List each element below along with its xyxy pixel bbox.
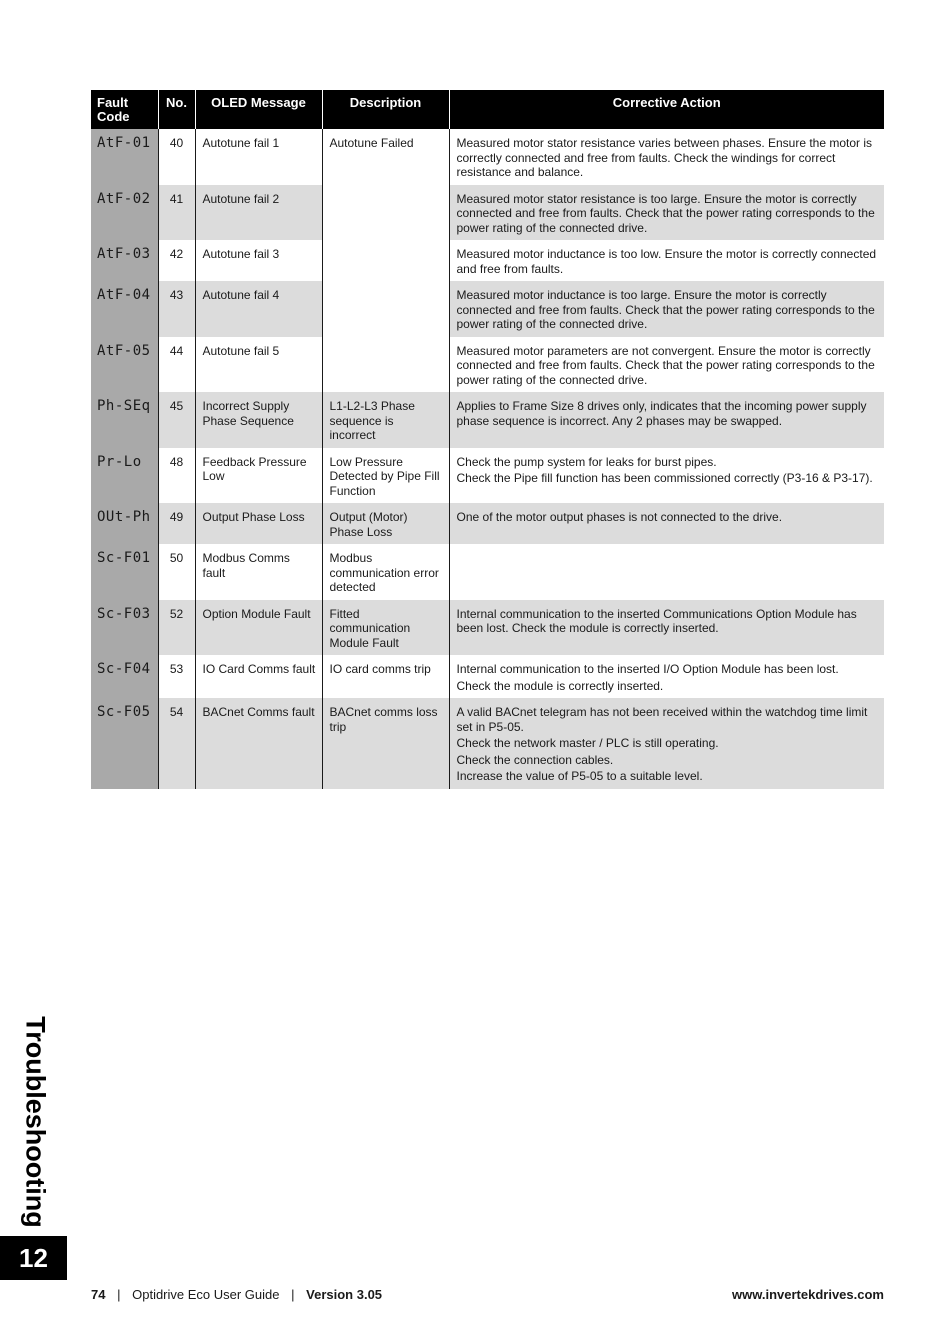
corrective-action-line: Check the network master / PLC is still operating.	[456, 736, 719, 750]
corrective-action	[449, 337, 884, 393]
table-row	[91, 392, 884, 448]
fault-number: 54	[158, 698, 195, 789]
table-row	[91, 600, 884, 656]
table-row	[91, 655, 884, 698]
version-label: Version 3.05	[306, 1287, 383, 1302]
corrective-action	[449, 698, 884, 789]
oled-message: Autotune fail 1	[195, 129, 322, 185]
table-row	[91, 281, 884, 337]
section-title: Troubleshooting	[20, 1016, 51, 1228]
header-oled-message: OLED Message	[195, 90, 322, 129]
fault-number: 48	[158, 448, 195, 504]
corrective-action	[449, 655, 884, 698]
oled-message: Autotune fail 2	[195, 185, 322, 241]
fault-code: Sc-F04	[91, 655, 158, 698]
table-row	[91, 544, 884, 600]
fault-number: 45	[158, 392, 195, 448]
description: Output (Motor) Phase Loss	[322, 503, 449, 544]
corrective-action-line: Increase the value of P5-05 to a suitable level.	[456, 769, 703, 783]
fault-code: AtF-05	[91, 337, 158, 393]
fault-number: 49	[158, 503, 195, 544]
corrective-action-line: Internal communication to the inserted Communications Option Module has been lost. Check the module is correctly inserted.	[456, 606, 857, 635]
corrective-action-line: Applies to Frame Size 8 drives only, indicates that the incoming power supply phase sequence is incorrect. Any 2 phases may be swapped.	[456, 399, 867, 428]
website-link[interactable]: www.invertekdrives.com	[732, 1287, 884, 1302]
table-row	[91, 129, 884, 185]
fault-code: Sc-F01	[91, 544, 158, 600]
corrective-action	[449, 185, 884, 241]
fault-number: 52	[158, 600, 195, 656]
corrective-action	[449, 392, 884, 448]
corrective-action-line: Check the connection cables.	[456, 752, 614, 767]
description: Fitted communication Module Fault	[322, 600, 449, 656]
table-row	[91, 337, 884, 393]
corrective-action-line: Measured motor inductance is too large. Ensure the motor is correctly connected and free from faults. Check that the power rating corresponds to the power rating of the connected drive.	[456, 288, 875, 331]
oled-message: BACnet Comms fault	[195, 698, 322, 789]
fault-number: 44	[158, 337, 195, 393]
corrective-action-line: A valid BACnet telegram has not been received within the watchdog time limit set in P5-05.	[456, 705, 868, 734]
fault-code: Sc-F05	[91, 698, 158, 789]
fault-code: OUt-Ph	[91, 503, 158, 544]
corrective-action	[449, 281, 884, 337]
oled-message: Incorrect Supply Phase Sequence	[195, 392, 322, 448]
description: IO card comms trip	[322, 655, 449, 698]
fault-code: Ph-SEq	[91, 392, 158, 448]
fault-number: 41	[158, 185, 195, 241]
header-corrective-action: Corrective Action	[449, 90, 884, 129]
oled-message: IO Card Comms fault	[195, 655, 322, 698]
oled-message: Autotune fail 4	[195, 281, 322, 337]
fault-code: AtF-03	[91, 240, 158, 281]
fault-code: AtF-04	[91, 281, 158, 337]
fault-number: 42	[158, 240, 195, 281]
guide-title: Optidrive Eco User Guide	[132, 1287, 280, 1302]
oled-message: Feedback Pressure Low	[195, 448, 322, 504]
corrective-action-line: Measured motor parameters are not convergent. Ensure the motor is correctly connected and free from faults. Check that the power rating corresponds to the power rating of the connected drive.	[456, 343, 875, 387]
corrective-action-line: Measured motor stator resistance is too large. Ensure the motor is correctly connected and free from faults. Check that the power rating corresponds to the power rating of the connected drive.	[456, 191, 875, 235]
corrective-action	[449, 503, 884, 544]
description: BACnet comms loss trip	[322, 698, 449, 789]
header-fault-code: Fault Code	[91, 90, 158, 129]
description: L1-L2-L3 Phase sequence is incorrect	[322, 392, 449, 448]
footer-separator: |	[117, 1287, 121, 1302]
corrective-action-line: Check the Pipe fill function has been commissioned correctly (P3-16 & P3-17).	[456, 471, 873, 485]
table-row	[91, 185, 884, 241]
fault-code: AtF-02	[91, 185, 158, 241]
description: Modbus communication error detected	[322, 544, 449, 600]
corrective-action-line: Check the module is correctly inserted.	[456, 678, 664, 693]
chapter-number-tab: 12	[0, 1236, 67, 1280]
header-no: No.	[158, 90, 195, 129]
table-row	[91, 503, 884, 544]
header-description: Description	[322, 90, 449, 129]
corrective-action	[449, 129, 884, 185]
corrective-action-line: One of the motor output phases is not connected to the drive.	[456, 510, 783, 524]
corrective-action	[449, 600, 884, 656]
fault-code: AtF-01	[91, 129, 158, 185]
fault-code: Pr-Lo	[91, 448, 158, 504]
fault-code: Sc-F03	[91, 600, 158, 656]
corrective-action-line: Measured motor stator resistance varies between phases. Ensure the motor is correctly connected and free from faults. Check the windings for correct resistance and balance.	[456, 136, 873, 179]
fault-number: 53	[158, 655, 195, 698]
footer-separator: |	[291, 1287, 295, 1302]
corrective-action-line: Internal communication to the inserted I/O Option Module has been lost.	[456, 662, 839, 676]
corrective-action	[449, 240, 884, 281]
corrective-action	[449, 544, 884, 600]
corrective-action-line: Measured motor inductance is too low. Ensure the motor is correctly connected and free from faults.	[456, 247, 877, 276]
table-row	[91, 240, 884, 281]
oled-message: Autotune fail 3	[195, 240, 322, 281]
fault-number: 40	[158, 129, 195, 185]
table-header-row	[91, 90, 884, 129]
oled-message: Option Module Fault	[195, 600, 322, 656]
page-footer	[91, 1287, 884, 1302]
oled-message: Autotune fail 5	[195, 337, 322, 393]
table-row	[91, 698, 884, 789]
oled-message: Output Phase Loss	[195, 503, 322, 544]
fault-code-table	[91, 90, 884, 789]
page-number: 74	[91, 1287, 106, 1302]
table-body	[91, 129, 884, 789]
fault-number: 50	[158, 544, 195, 600]
description-merged: Autotune Failed	[322, 129, 449, 392]
corrective-action	[449, 448, 884, 504]
table-row	[91, 448, 884, 504]
fault-number: 43	[158, 281, 195, 337]
oled-message: Modbus Comms fault	[195, 544, 322, 600]
corrective-action-line: Check the pump system for leaks for burst pipes.	[456, 454, 717, 469]
description: Low Pressure Detected by Pipe Fill Function	[322, 448, 449, 504]
